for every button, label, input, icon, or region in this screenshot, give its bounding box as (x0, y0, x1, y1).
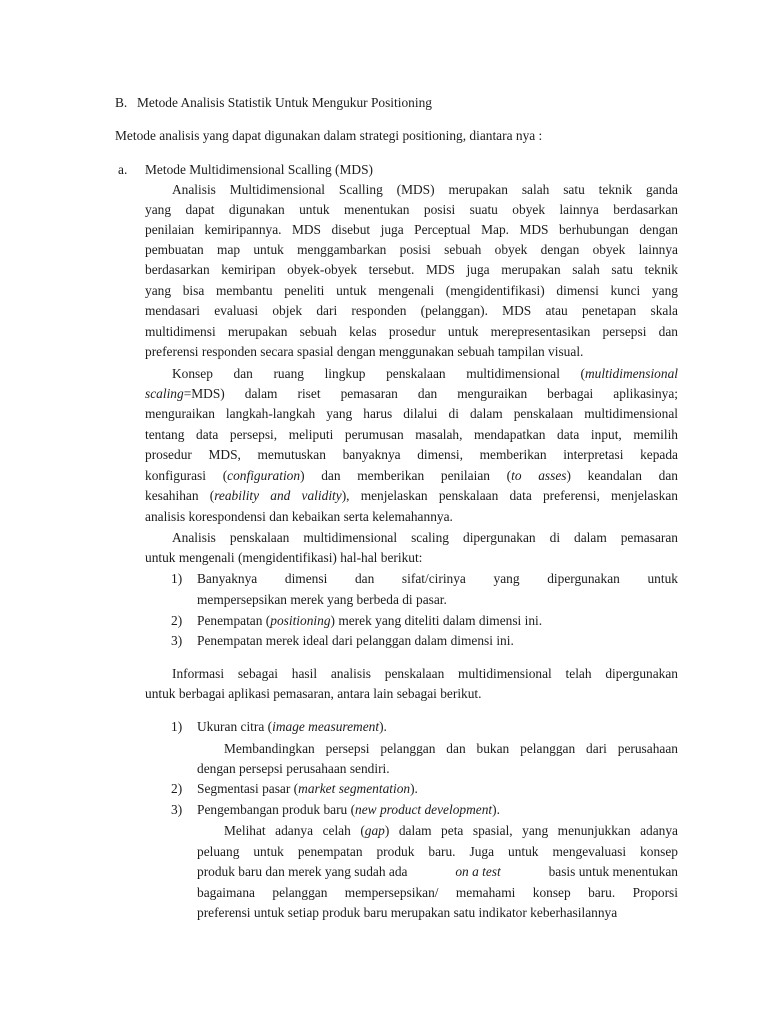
list-number: 2) (171, 613, 183, 628)
p3-line-last: untuk mengenali (mengidentifikasi) hal-hal berikut: (145, 550, 423, 565)
p2-line: Konsep dan ruang lingkup penskalaan multidimensional (multidimensional (172, 366, 678, 381)
list-item-text: Penempatan (positioning) merek yang diteliti dalam dimensi ini. (197, 613, 543, 628)
list-item-desc: peluang untuk penempatan produk baru. Juga untuk mengevaluasi konsep (197, 844, 678, 859)
p1-line: penilaian kemiripannya. MDS disebut juga Perceptual Map. MDS berhubungan dengan (145, 222, 678, 237)
p1-line: yang bisa membantu peneliti untuk mengenali (mengidentifikasi) dimensi kunci yang (145, 283, 678, 298)
list-number: 2) (171, 781, 183, 796)
list-number: 1) (171, 571, 183, 586)
p1-line: pembuatan map untuk menggambarkan posisi sebuah obyek dengan obyek lainnya (145, 242, 678, 257)
list-item-desc: preferensi untuk setiap produk baru merupakan satu indikator keberhasilannya (197, 905, 618, 920)
section-letter: B. (115, 95, 128, 110)
list-item-text: Banyaknya dimensi dan sifat/cirinya yang dipergunakan untuk (197, 571, 678, 586)
p2-line: tentang data persepsi, meliputi perumusan masalah, mendapatkan data input, memilih (145, 427, 678, 442)
list-item-text: Penempatan merek ideal dari pelanggan dalam dimensi ini. (197, 633, 514, 648)
subsection-title: Metode Multidimensional Scalling (MDS) (145, 162, 373, 177)
p1-line: mendasari evaluasi objek dari responden (pelanggan). MDS atau penetapan skala (145, 303, 678, 318)
list-item-text: Segmentasi pasar (market segmentation). (197, 781, 418, 796)
p2-line: scaling=MDS) dalam riset pemasaran dan menguraikan berbagai aplikasinya; (145, 386, 678, 401)
list-item-desc: produk baru dan merek yang sudah ada on a test basis untuk menentukan (197, 864, 678, 879)
intro-text: Metode analisis yang dapat digunakan dalam strategi positioning, diantara nya : (115, 128, 543, 143)
list-item-desc: Melihat adanya celah (gap) dalam peta spasial, yang menunjukkan adanya (224, 823, 678, 838)
p4-line-last: untuk berbagai aplikasi pemasaran, antara lain sebagai berikut. (145, 686, 482, 701)
p2-line: prosedur MDS, memutuskan banyaknya dimensi, memberikan interpretasi kepada (145, 447, 678, 462)
p2-line: konfigurasi (configuration) dan memberikan penilaian (to asses) keandalan dan (145, 468, 678, 483)
p2-line-last: analisis korespondensi dan kebaikan serta kelemahannya. (145, 509, 453, 524)
p1-line: Analisis Multidimensional Scalling (MDS) merupakan salah satu teknik ganda (172, 182, 678, 197)
list-item-text: Pengembangan produk baru (new product development). (197, 802, 500, 817)
list-item-text: mempersepsikan merek yang berbeda di pasar. (197, 592, 447, 607)
list-number: 3) (171, 633, 183, 648)
p2-line: menguraikan langkah-langkah yang harus dilalui di dalam penskalaan multidimensional (145, 406, 678, 421)
list-item-text: Ukuran citra (image measurement). (197, 719, 387, 734)
list-item-desc: bagaimana pelanggan mempersepsikan/ memahami konsep baru. Proporsi (197, 885, 678, 900)
p2-line: kesahihan (reability and validity), menjelaskan penskalaan data preferensi, menjelaskan (145, 488, 678, 503)
subsection-letter: a. (118, 162, 128, 177)
list-number: 1) (171, 719, 183, 734)
p1-line: berdasarkan kemiripan obyek-obyek tersebut. MDS juga merupakan salah satu teknik (145, 262, 678, 277)
p1-line-last: preferensi responden secara spasial dengan menggunakan sebuah tampilan visual. (145, 344, 584, 359)
section-heading: Metode Analisis Statistik Untuk Mengukur Positioning (137, 95, 432, 110)
list-item-desc: dengan persepsi perusahaan sendiri. (197, 761, 390, 776)
p3-line: Analisis penskalaan multidimensional scaling dipergunakan di dalam pemasaran (172, 530, 678, 545)
p4-line: Informasi sebagai hasil analisis penskalaan multidimensional telah dipergunakan (172, 666, 678, 681)
p1-line: multidimensi merupakan sebuah kelas prosedur untuk merepresentasikan persepsi dan (145, 324, 678, 339)
list-number: 3) (171, 802, 183, 817)
list-item-desc: Membandingkan persepsi pelanggan dan bukan pelanggan dari perusahaan (224, 741, 678, 756)
p1-line: yang dapat digunakan untuk menentukan posisi suatu obyek lainnya berdasarkan (145, 202, 678, 217)
